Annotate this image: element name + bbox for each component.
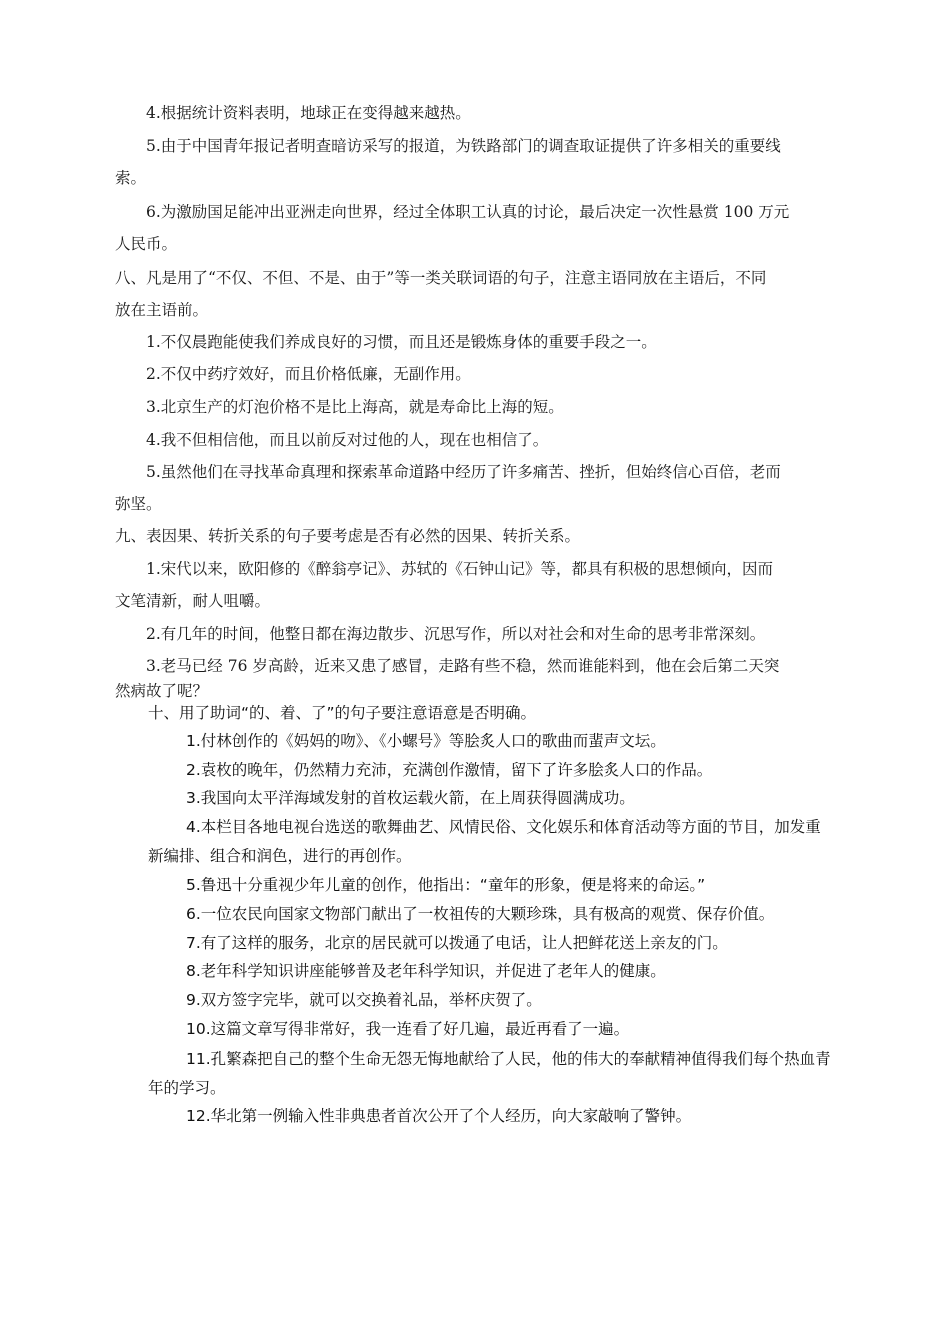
section-heading: 九、表因果、转折关系的句子要考虑是否有必然的因果、转折关系。 xyxy=(115,527,581,545)
list-item: 文笔清新，耐人咀嚼。 xyxy=(115,592,271,610)
list-item: 11.孔繁森把自己的整个生命无怨无悔地献给了人民，他的伟大的奉献精神值得我们每个热血青 xyxy=(186,1050,831,1068)
list-item: 6.为激励国足能冲出亚洲走向世界，经过全体职工认真的讨论，最后决定一次性悬赏 100 万元 xyxy=(146,203,790,221)
list-item: 2.袁枚的晚年，仍然精力充沛，充满创作激情，留下了许多脍炙人口的作品。 xyxy=(186,761,713,779)
list-item: 4.我不但相信他，而且以前反对过他的人，现在也相信了。 xyxy=(146,431,549,449)
list-item: 6.一位农民向国家文物部门献出了一枚祖传的大颗珍珠，具有极高的观赏、保存价值。 xyxy=(186,905,775,923)
list-item: 1.付林创作的《妈妈的吻》、《小螺号》等脍炙人口的歌曲而蜚声文坛。 xyxy=(186,732,666,750)
list-item: 4.本栏目各地电视台选送的歌舞曲艺、风情民俗、文化娱乐和体育活动等方面的节目，加发重 xyxy=(186,818,821,836)
list-item: 新编排、组合和润色，进行的再创作。 xyxy=(148,847,412,865)
list-item: 1.宋代以来，欧阳修的《醉翁亭记》、苏轼的《石钟山记》等，都具有积极的思想倾向，因而 xyxy=(146,560,774,578)
list-item: 3.北京生产的灯泡价格不是比上海高，就是寿命比上海的短。 xyxy=(146,398,564,416)
list-item: 2.不仅中药疗效好，而且价格低廉，无副作用。 xyxy=(146,365,471,383)
list-item: 然病故了呢？ xyxy=(115,682,209,700)
list-item: 7.有了这样的服务，北京的居民就可以拨通了电话，让人把鲜花送上亲友的门。 xyxy=(186,934,728,952)
section-heading: 放在主语前。 xyxy=(115,301,209,319)
list-item: 3.老马已经 76 岁高龄，近来又患了感冒，走路有些不稳，然而谁能料到，他在会后第二天突 xyxy=(146,657,780,675)
section-heading: 十、用了助词“的、着、了”的句子要注意语意是否明确。 xyxy=(148,704,537,722)
list-item: 人民币。 xyxy=(115,235,178,253)
list-item: 12.华北第一例输入性非典患者首次公开了个人经历，向大家敲响了警钟。 xyxy=(186,1107,692,1125)
section-heading: 八、凡是用了“不仅、不但、不是、由于”等一类关联词语的句子，注意主语同放在主语后，不同 xyxy=(115,269,767,287)
list-item: 5.虽然他们在寻找革命真理和探索革命道路中经历了许多痛苦、挫折，但始终信心百倍，老而 xyxy=(146,463,781,481)
list-item: 3.我国向太平洋海域发射的首枚运载火箭，在上周获得圆满成功。 xyxy=(186,789,635,807)
list-item: 8.老年科学知识讲座能够普及老年科学知识，并促进了老年人的健康。 xyxy=(186,962,666,980)
list-item: 9.双方签字完毕，就可以交换着礼品，举杯庆贺了。 xyxy=(186,991,542,1009)
list-item: 年的学习。 xyxy=(148,1079,226,1097)
list-item: 1.不仅晨跑能使我们养成良好的习惯，而且还是锻炼身体的重要手段之一。 xyxy=(146,333,657,351)
list-item: 4.根据统计资料表明，地球正在变得越来越热。 xyxy=(146,104,471,122)
list-item: 5.鲁迅十分重视少年儿童的创作，他指出：“童年的形象，便是将来的命运。” xyxy=(186,876,706,894)
list-item: 弥坚。 xyxy=(115,495,162,513)
list-item: 10.这篇文章写得非常好，我一连看了好几遍，最近再看了一遍。 xyxy=(186,1020,630,1038)
list-item: 5.由于中国青年报记者明查暗访采写的报道，为铁路部门的调查取证提供了许多相关的重要线 xyxy=(146,137,781,155)
list-item: 2.有几年的时间，他整日都在海边散步、沉思写作，所以对社会和对生命的思考非常深刻。 xyxy=(146,625,766,643)
list-item: 索。 xyxy=(115,169,147,187)
